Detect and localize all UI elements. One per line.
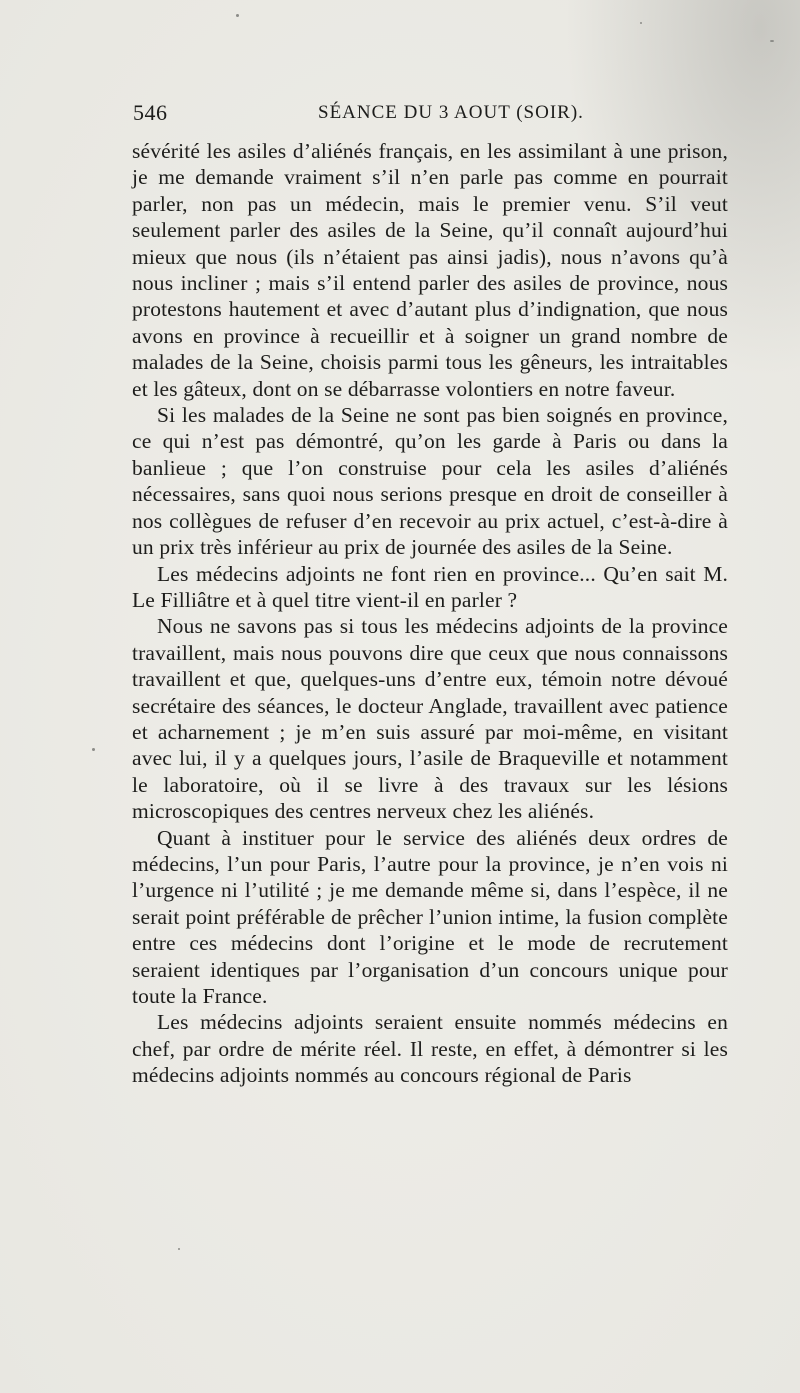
- paragraph: Quant à instituer pour le service des aliénés deux ordres de médecins, l’un pour Paris, l’autre pour la province, je n’en vois ni l’urgence ni l’utilité ; je me demande même si, dans l’espèce, il ne serait point préférable de prêcher l’union intime, la fusion complète entre ces médecins dont l’origine et le mode de recrutement seraient identiques par l’organisation d’un concours unique pour toute la France.: [132, 825, 728, 1008]
- paragraph: Nous ne savons pas si tous les médecins adjoints de la province travaillent, mais nous pouvons dire que ceux que nous connaissons travaillent et que, quelques-uns d’entre eux, témoin notre dévoué secrétaire des séances, le docteur Anglade, travaillent avec patience et acharnement ; je m’en suis assuré par moi-même, en visitant avec lui, il y a quelques jours, l’asile de Braqueville et notamment le laboratoire, où il se livre à des travaux sur les lésions microscopiques des centres nerveux chez les aliénés.: [132, 614, 728, 824]
- running-head: SÉANCE DU 3 AOUT (SOIR).: [318, 102, 584, 123]
- paper-speck: [770, 40, 774, 42]
- page-number: 546: [133, 100, 168, 125]
- paragraph: Si les malades de la Seine ne sont pas bien soignés en province, ce qui n’est pas démontré, qu’on les garde à Paris ou dans la banlieue ; que l’on construise pour cela les asiles d’aliénés nécessaires, sans quoi nous serions presque en droit de conseiller à nos collègues de refuser d’en recevoir au prix actuel, c’est-à-dire à un prix très inférieur au prix de journée des asiles de la Seine.: [132, 403, 728, 560]
- body-text: [132, 138, 728, 1089]
- paper-speck: [640, 22, 642, 24]
- page-header: [133, 100, 733, 130]
- paper-speck: [236, 14, 239, 17]
- paragraph: Les médecins adjoints ne font rien en province... Qu’en sait M. Le Filliâtre et à quel titre vient-il en parler ?: [132, 561, 728, 612]
- paper-speck: [178, 1248, 180, 1250]
- paragraph: Les médecins adjoints seraient ensuite nommés médecins en chef, par ordre de mérite réel. Il reste, en effet, à démontrer si les médecins adjoints nommés au concours régional de Paris: [132, 1010, 728, 1088]
- paper-speck: [92, 748, 95, 751]
- paragraph-continued: sévérité les asiles d’aliénés français, en les assimilant à une prison, je me demande vraiment s’il n’en parle pas comme en pourrait parler, non pas un médecin, mais le premier venu. S’il veut seulement parler des asiles de la Seine, qu’il connaît aujourd’hui mieux que nous (ils n’étaient pas ainsi jadis), nous n’avons qu’à nous incliner ; mais s’il entend parler des asiles de province, nous protestons hautement et avec d’autant plus d’indignation, que nous avons en province à recueillir et à soigner un grand nombre de malades de la Seine, choisis parmi tous les gêneurs, les intraitables et les gâteux, dont on se débarrasse volontiers en notre faveur.: [132, 139, 728, 401]
